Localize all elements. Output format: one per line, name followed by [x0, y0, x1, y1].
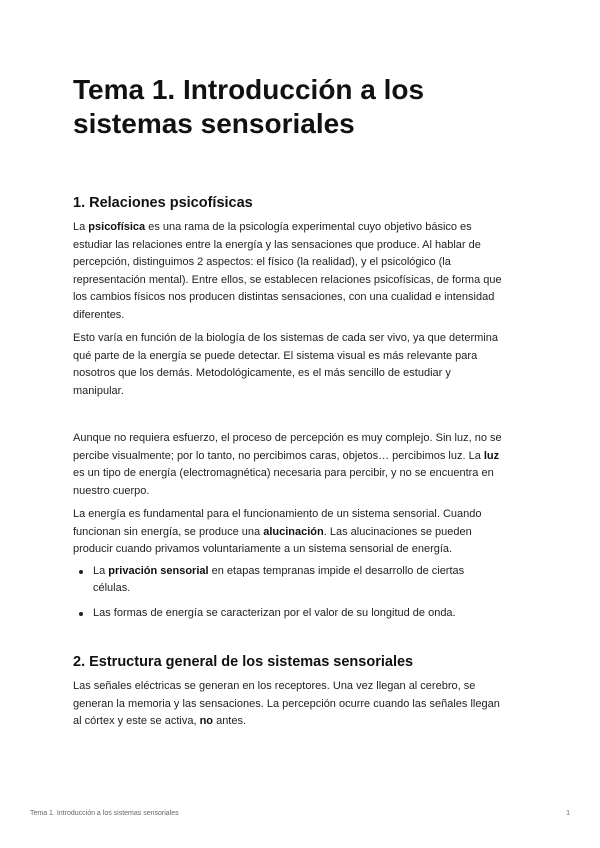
text-run: Las señales eléctricas se generan en los receptores. Una vez llegan al cerebro, se generan la memoria y las sensaciones. La percepción ocurre cuando las señales llegan al córtex y este se activa, — [73, 680, 500, 727]
text-run: antes. — [213, 715, 247, 727]
footer-title: Tema 1. Introducción a los sistemas sensoriales — [30, 810, 179, 817]
paragraph-energia-alucinacion — [73, 506, 503, 559]
bold-term-psicofisica: psicofísica — [88, 221, 146, 233]
text-run: . Las alucinaciones se pueden producir cuando privamos voluntariamente a un sistema sensorial de energía. — [73, 525, 472, 555]
bold-term-alucinacion: alucinación — [263, 525, 324, 538]
text-run: en etapas tempranas impide el desarrollo de ciertas células. — [93, 564, 465, 594]
list-item — [73, 605, 503, 623]
text-run: La — [73, 221, 89, 233]
document-body — [73, 193, 503, 731]
bold-term-luz: luz — [483, 449, 500, 462]
bold-term-no: no — [199, 715, 214, 727]
page-number: 1 — [566, 810, 570, 817]
bullet-list — [73, 563, 503, 623]
paragraph-psicofisica — [73, 219, 503, 324]
paragraph-percepcion-luz — [73, 430, 503, 500]
bold-term-privacion-sensorial: privación sensorial — [108, 564, 209, 577]
paragraph-senales-electricas — [73, 678, 503, 731]
text-run: es un tipo de energía (electromagnética) necesaria para percibir, y no se encuentra en nuestro cuerpo. — [73, 467, 494, 497]
list-item — [73, 563, 503, 598]
section-heading-estructura-general: 2. Estructura general de los sistemas sensoriales — [73, 654, 414, 670]
page-title: Tema 1. Introducción a los sistemas sensoriales — [73, 74, 425, 139]
text-run: La energía es fundamental para el funcionamiento de un sistema sensorial. Cuando funcionan sin energía, se produce una — [73, 508, 482, 538]
bullet-dot-icon — [79, 612, 83, 616]
page-footer — [30, 810, 570, 817]
text-run: es una rama de la psicología experimental cuyo objetivo básico es estudiar las relaciones entre la energía y las sensaciones que produce. Al hablar de percepción, distinguimos 2 aspectos: el físico (la realidad), y el psicológico (la representación mental). Entre ellos, se establecen relaciones psicofísicas, de forma que los cambios físicos nos producen distintas sensaciones, con una cualidad e intensidad diferentes. — [73, 221, 502, 321]
text-run: Aunque no requiera esfuerzo, el proceso de percepción es muy complejo. Sin luz, no se percibe visualmente; por lo tanto, no percibimos caras, objetos… percibimos luz. La — [73, 432, 502, 462]
bullet-dot-icon — [79, 570, 83, 574]
text-run: Las formas de energía se caracterizan por el valor de su longitud de onda. — [93, 606, 456, 619]
paragraph-biologia: Esto varía en función de la biología de los sistemas de cada ser vivo, ya que determina qué parte de la energía se puede detectar. El sistema visual es más relevante para nosotros que los demás. Metodológicamente, es el más sencillo de estudiar y manipular. — [73, 332, 498, 397]
section-heading-relaciones-psicofisicas: 1. Relaciones psicofísicas — [73, 195, 253, 211]
text-run: La — [93, 564, 109, 577]
